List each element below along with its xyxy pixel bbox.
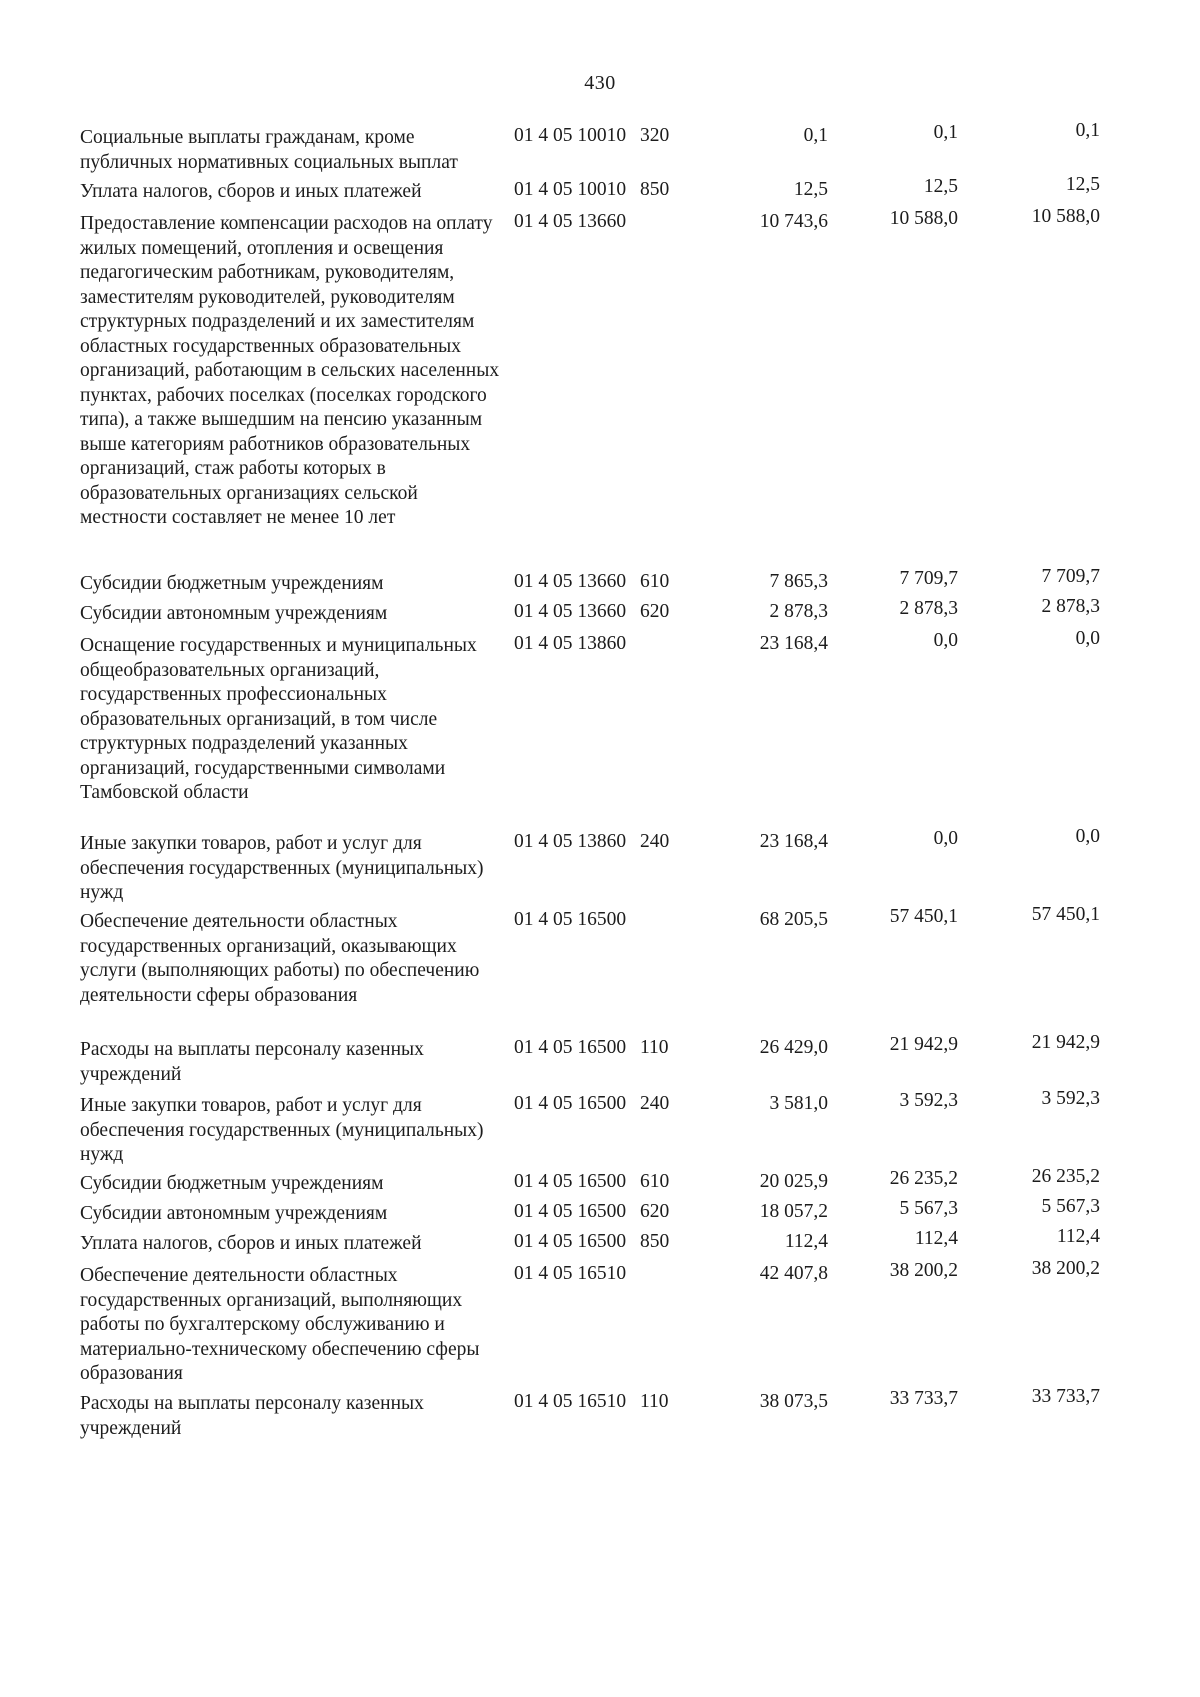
row-target-article: 01 4 05 16500 [514, 909, 627, 930]
row-target-article: 01 4 05 16510 [514, 1263, 627, 1284]
budget-table [80, 120, 1170, 1446]
row-amount-year3: 2 878,3 [1041, 596, 1100, 617]
row-target-article: 01 4 05 16510 [514, 1391, 627, 1412]
row-target-article: 01 4 05 13860 [514, 831, 627, 852]
row-expense-type: 620 [640, 601, 670, 622]
row-expense-type: 110 [640, 1037, 669, 1058]
row-amount-year1: 10 743,6 [759, 211, 828, 232]
row-amount-year2: 10 588,0 [889, 208, 958, 229]
row-target-article: 01 4 05 13660 [514, 571, 627, 592]
row-amount-year1: 3 581,0 [769, 1093, 828, 1114]
row-amount-year3: 57 450,1 [1031, 904, 1100, 925]
row-expense-type: 320 [640, 125, 670, 146]
row-amount-year2: 21 942,9 [889, 1034, 958, 1055]
table-row [80, 826, 1170, 908]
row-expense-type: 240 [640, 831, 670, 852]
row-name: Субсидии бюджетным учреждениям [80, 573, 384, 594]
row-amount-year2: 7 709,7 [899, 568, 958, 589]
row-expense-type: 240 [640, 1093, 670, 1114]
row-amount-year2: 0,0 [933, 630, 958, 651]
row-amount-year1: 0,1 [803, 125, 828, 146]
row-expense-type: 850 [640, 179, 670, 200]
row-target-article: 01 4 05 13660 [514, 211, 627, 232]
row-amount-year1: 20 025,9 [759, 1171, 828, 1192]
row-amount-year1: 42 407,8 [759, 1263, 828, 1284]
row-target-article: 01 4 05 13860 [514, 633, 627, 654]
row-amount-year3: 0,1 [1075, 120, 1100, 141]
row-name: Обеспечение деятельности областных государственных организаций, оказывающих услуги (выполняющих работы) по обеспечению деятельности сферы образования [80, 911, 480, 1006]
row-name: Субсидии автономным учреждениям [80, 603, 388, 624]
table-row [80, 1258, 1170, 1390]
row-amount-year3: 112,4 [1056, 1226, 1100, 1247]
row-amount-year2: 2 878,3 [899, 598, 958, 619]
row-target-article: 01 4 05 13660 [514, 601, 627, 622]
row-expense-type: 110 [640, 1391, 669, 1412]
table-row [80, 206, 1170, 570]
row-amount-year3: 5 567,3 [1041, 1196, 1100, 1217]
row-target-article: 01 4 05 10010 [514, 179, 627, 200]
row-name: Уплата налогов, сборов и иных платежей [80, 181, 422, 202]
row-amount-year1: 68 205,5 [759, 909, 828, 930]
row-amount-year1: 12,5 [793, 179, 828, 200]
table-row [80, 120, 1170, 178]
row-amount-year1: 2 878,3 [769, 601, 828, 622]
row-amount-year1: 112,4 [784, 1231, 828, 1252]
row-name: Уплата налогов, сборов и иных платежей [80, 1233, 422, 1254]
row-amount-year3: 0,0 [1075, 826, 1100, 847]
row-amount-year3: 12,5 [1065, 174, 1100, 195]
row-target-article: 01 4 05 16500 [514, 1231, 627, 1252]
row-target-article: 01 4 05 10010 [514, 125, 627, 146]
row-expense-type: 850 [640, 1231, 670, 1252]
row-amount-year2: 0,1 [933, 122, 958, 143]
row-amount-year3: 3 592,3 [1041, 1088, 1100, 1109]
row-amount-year2: 0,0 [933, 828, 958, 849]
row-amount-year1: 7 865,3 [769, 571, 828, 592]
row-amount-year3: 38 200,2 [1031, 1258, 1100, 1279]
row-amount-year2: 3 592,3 [899, 1090, 958, 1111]
table-row [80, 1088, 1170, 1170]
row-name: Иные закупки товаров, работ и услуг для обеспечения государственных (муниципальных) нужд [80, 833, 484, 903]
row-expense-type: 610 [640, 1171, 670, 1192]
row-amount-year1: 23 168,4 [759, 831, 828, 852]
row-amount-year2: 12,5 [923, 176, 958, 197]
row-target-article: 01 4 05 16500 [514, 1037, 627, 1058]
row-target-article: 01 4 05 16500 [514, 1093, 627, 1114]
row-target-article: 01 4 05 16500 [514, 1171, 627, 1192]
row-target-article: 01 4 05 16500 [514, 1201, 627, 1222]
row-amount-year1: 38 073,5 [759, 1391, 828, 1412]
row-amount-year2: 26 235,2 [889, 1168, 958, 1189]
row-name: Социальные выплаты гражданам, кроме публичных нормативных социальных выплат [80, 127, 458, 173]
row-expense-type: 620 [640, 1201, 670, 1222]
row-amount-year3: 7 709,7 [1041, 566, 1100, 587]
table-row [80, 628, 1170, 830]
row-name: Субсидии бюджетным учреждениям [80, 1173, 384, 1194]
row-amount-year2: 38 200,2 [889, 1260, 958, 1281]
row-expense-type: 610 [640, 571, 670, 592]
row-name: Обеспечение деятельности областных государственных организаций, выполняющих работы по бухгалтерскому обслуживанию и материально-техническому обеспечению сферы образования [80, 1265, 480, 1384]
row-name: Расходы на выплаты персоналу казенных учреждений [80, 1039, 424, 1085]
row-name: Субсидии автономным учреждениям [80, 1203, 388, 1224]
table-row [80, 904, 1170, 1036]
row-amount-year3: 21 942,9 [1031, 1032, 1100, 1053]
row-amount-year1: 23 168,4 [759, 633, 828, 654]
row-amount-year3: 26 235,2 [1031, 1166, 1100, 1187]
row-amount-year3: 33 733,7 [1031, 1386, 1100, 1407]
row-amount-year3: 10 588,0 [1031, 206, 1100, 227]
row-amount-year2: 33 733,7 [889, 1388, 958, 1409]
row-amount-year1: 18 057,2 [759, 1201, 828, 1222]
row-amount-year2: 112,4 [914, 1228, 958, 1249]
table-row [80, 1386, 1170, 1446]
row-name: Предоставление компенсации расходов на оплату жилых помещений, отопления и освещения педагогическим работникам, руководителям, заместителям руководителей, руководителям структурных подразделений и их заместителям областных государственных образовательных организаций, работающим в сельских населенных пунктах, рабочих поселках (поселках городского типа), а также вышедшим на пенсию указанным выше категориям работников образовательных организаций, стаж работы которых в образовательных организациях сельской местности составляет не менее 10 лет [80, 213, 500, 528]
row-amount-year3: 0,0 [1075, 628, 1100, 649]
row-name: Расходы на выплаты персоналу казенных учреждений [80, 1393, 424, 1439]
table-row [80, 1032, 1170, 1092]
row-name: Иные закупки товаров, работ и услуг для обеспечения государственных (муниципальных) нужд [80, 1095, 484, 1165]
row-amount-year1: 26 429,0 [759, 1037, 828, 1058]
page-number: 430 [584, 72, 616, 94]
row-amount-year2: 57 450,1 [889, 906, 958, 927]
row-name: Оснащение государственных и муниципальных общеобразовательных организаций, государственных профессиональных образовательных организаций, в том числе структурных подразделений указанных организаций, государственными символами Тамбовской области [80, 635, 477, 803]
row-amount-year2: 5 567,3 [899, 1198, 958, 1219]
